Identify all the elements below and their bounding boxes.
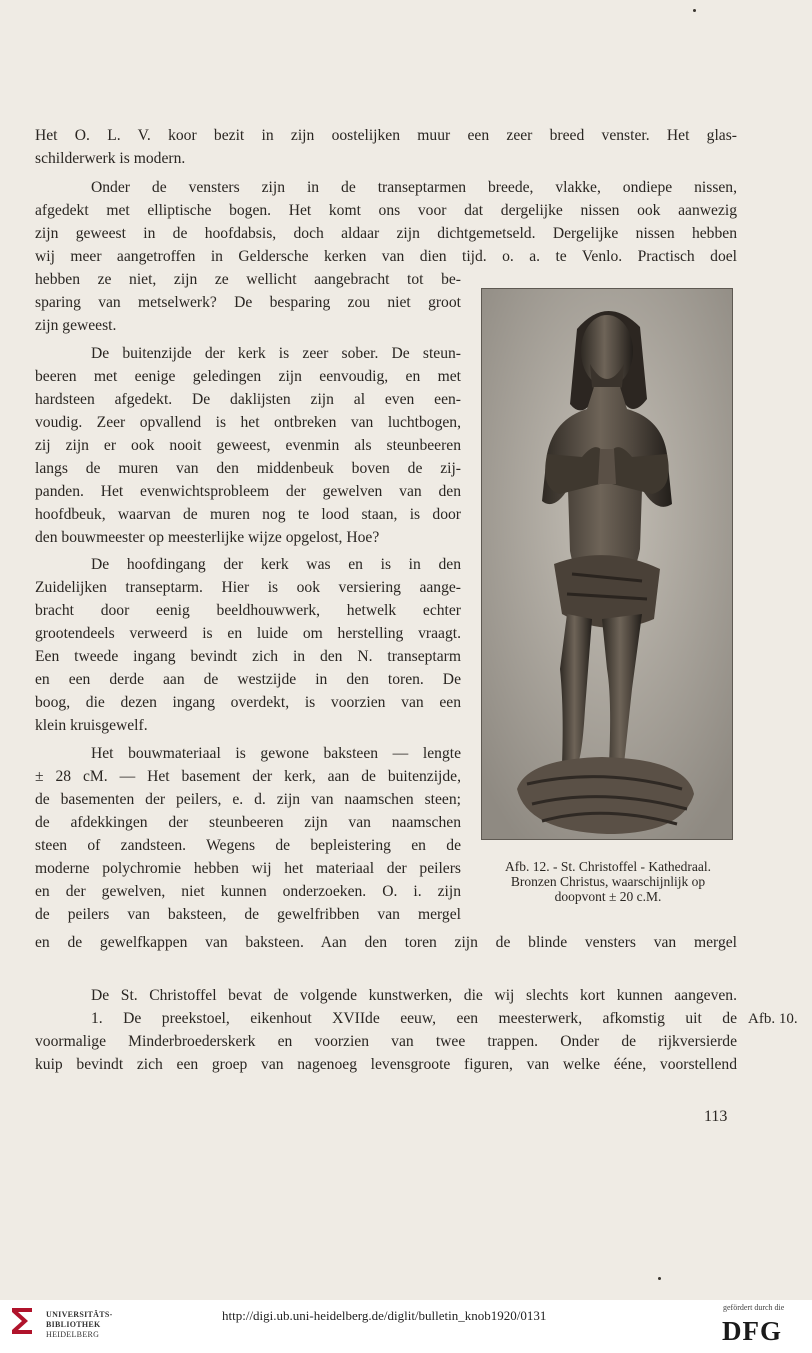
- christ-statue-photo: [481, 288, 733, 840]
- text-line: grootendeels verweerd is en luide om herstelling vraagt.: [35, 625, 461, 642]
- text-line: bracht door eenig beeldhouwwerk, hetwelk echter: [35, 602, 461, 619]
- text-line: langs de muren van den middenbeuk boven de zij-: [35, 460, 461, 477]
- statue-illustration: [482, 289, 732, 839]
- text-line: steen of zandsteen. Wegens de bepleistering en de: [35, 837, 461, 854]
- text-line: de afdekkingen der steunbeeren zijn van naamschen: [35, 814, 461, 831]
- source-url-link[interactable]: http://digi.ub.uni-heidelberg.de/diglit/bulletin_knob1920/0131: [222, 1308, 547, 1323]
- text-line: de basementen der peilers, e. d. zijn van naamschen steen;: [35, 791, 461, 808]
- text-line: en de gewelfkappen van baksteen. Aan den toren zijn de blinde vensters van mergel: [35, 934, 737, 951]
- library-name-line: BIBLIOTHEK: [46, 1320, 101, 1329]
- text-line: schilderwerk is modern.: [35, 150, 186, 167]
- library-name-line: HEIDELBERG: [46, 1330, 100, 1339]
- text-line: De hoofdingang der kerk was en is in den: [91, 556, 461, 573]
- text-line: de peilers van baksteen, de gewelfribben van mergel: [35, 906, 461, 923]
- text-line: Een tweede ingang bevindt zich in den N. transeptarm: [35, 648, 461, 665]
- text-line: voormalige Minderbroederskerk en voorzien van twee trappen. Onder de rijkversierde: [35, 1033, 737, 1050]
- dfg-logo: DFG: [722, 1316, 782, 1346]
- text-line: hoofdbeuk, waarvan de muren nog te lood staan, is door: [35, 506, 461, 523]
- text-line: hardsteen afgedekt. De daklijsten zijn al even een-: [35, 391, 461, 408]
- figure-reference-note: Afb. 10.: [748, 1011, 798, 1027]
- text-line: klein kruisgewelf.: [35, 717, 148, 734]
- text-line: afgedekt met elliptische bogen. Het komt ons voor dat dergelijke nissen ook aanwezig: [35, 202, 737, 219]
- text-line: moderne polychromie hebben wij het materiaal der peilers: [35, 860, 461, 877]
- figure-caption-line: Bronzen Christus, waarschijnlijk op: [510, 874, 706, 889]
- text-line: voudig. Zeer opvallend is het ontbreken van luchtbogen,: [35, 414, 461, 431]
- library-name-line: UNIVERSITÄTS-: [46, 1310, 113, 1319]
- text-line: sparing van metselwerk? De besparing zou niet groot: [35, 294, 461, 311]
- text-line: panden. Het evenwichtsprobleem der gewelven van den: [35, 483, 461, 500]
- text-line: kuip bevindt zich een groep van nagenoeg levensgroote figuren, van welke éénе, voorstellend: [35, 1056, 737, 1073]
- text-line: Het bouwmateriaal is gewone baksteen — lengte: [91, 745, 461, 762]
- text-line: De buitenzijde der kerk is zeer sober. De steun-: [91, 345, 461, 362]
- university-library-logo-icon: [8, 1304, 36, 1338]
- text-line: hebben ze niet, zijn ze wellicht aangebracht tot be-: [35, 271, 461, 288]
- text-line: Het O. L. V. koor bezit in zijn oostelijken muur een zeer breed venster. Het glas-: [35, 127, 737, 144]
- text-line: boog, die dezen ingang overdekt, is voorzien van een: [35, 694, 461, 711]
- text-line: en der gewelven, niet kunnen onderzoeken. O. i. zijn: [35, 883, 461, 900]
- text-line: De St. Christoffel bevat de volgende kunstwerken, die wij slechts kort kunnen aangeven.: [91, 987, 737, 1004]
- text-line: ± 28 cM. — Het basement der kerk, aan de buitenzijde,: [35, 768, 461, 785]
- text-line: den bouwmeester op meesterlijke wijze opgelost, Hoe?: [35, 529, 380, 546]
- funding-note: gefördert durch die: [723, 1303, 785, 1312]
- text-line: beeren met eenige geledingen zijn eenvoudig, en met: [35, 368, 461, 385]
- text-line: zijn geweest in de hoofdabsis, doch aldaar zijn dichtgemetseld. Dergelijke nissen hebben: [35, 225, 737, 242]
- text-line: Zuidelijken transeptarm. Hier is ook versiering aange-: [35, 579, 461, 596]
- text-line: 1. De preekstoel, eikenhout XVIIde eeuw, een meesterwerk, afkomstig uit de: [91, 1010, 737, 1027]
- page-number: 113: [704, 1108, 728, 1125]
- text-line: en een derde aan de westzijde in den toren. De: [35, 671, 461, 688]
- figure-caption-line: Afb. 12. - St. Christoffel - Kathedraal.: [505, 859, 711, 874]
- text-line: zij zijn er ook nooit geweest, evenmin als steunbeeren: [35, 437, 461, 454]
- text-line: wij meer aangetroffen in Geldersche kerken van dien tijd. o. a. te Venlo. Practisch doel: [35, 248, 737, 265]
- text-line: zijn geweest.: [35, 317, 117, 334]
- text-line: Onder de vensters zijn in de transeptarmen breede, vlakke, ondiepe nissen,: [91, 179, 737, 196]
- figure-caption-line: doopvont ± 20 c.M.: [554, 889, 662, 904]
